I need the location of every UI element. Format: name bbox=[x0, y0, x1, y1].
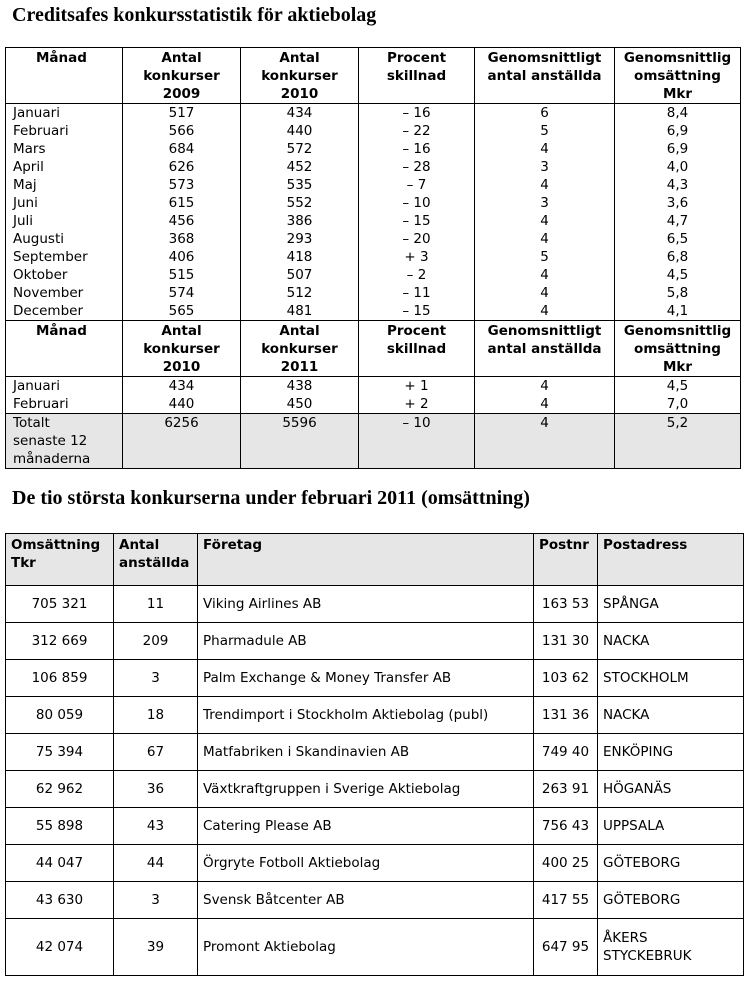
cell-postadress: SPÅNGA bbox=[598, 586, 744, 623]
cell-count-a: 515 bbox=[123, 266, 241, 284]
cell-employees: 39 bbox=[114, 919, 198, 976]
cell-percent: – 7 bbox=[359, 176, 475, 194]
cell-month: December bbox=[6, 302, 123, 321]
cell-count-b: 440 bbox=[241, 122, 359, 140]
cell-count-b: 438 bbox=[241, 377, 359, 396]
cell-total-label: Totalt senaste 12 månaderna bbox=[6, 414, 123, 469]
cell-postadress: ÅKERS STYCKEBRUK bbox=[598, 919, 744, 976]
table-row bbox=[6, 697, 744, 734]
table-row bbox=[6, 230, 741, 248]
cell-revenue: 43 630 bbox=[6, 882, 114, 919]
cell-postnr: 131 36 bbox=[534, 697, 598, 734]
cell-count-a: 456 bbox=[123, 212, 241, 230]
cell-employees: 5 bbox=[475, 248, 615, 266]
cell-revenue: 42 074 bbox=[6, 919, 114, 976]
cell-month: Februari bbox=[6, 122, 123, 140]
table-row bbox=[6, 586, 744, 623]
cell-revenue: 75 394 bbox=[6, 734, 114, 771]
cell-count-a: 6256 bbox=[123, 414, 241, 469]
largest-bankruptcies-table bbox=[5, 533, 744, 976]
header-postnr: Postnr bbox=[534, 534, 598, 586]
cell-postadress: GÖTEBORG bbox=[598, 845, 744, 882]
table-row bbox=[6, 122, 741, 140]
header-count-b: Antal konkurser 2011 bbox=[241, 321, 359, 377]
cell-percent: + 2 bbox=[359, 395, 475, 414]
cell-revenue: 7,0 bbox=[615, 395, 741, 414]
cell-count-a: 517 bbox=[123, 104, 241, 123]
cell-revenue: 3,6 bbox=[615, 194, 741, 212]
cell-count-b: 481 bbox=[241, 302, 359, 321]
cell-month: Maj bbox=[6, 176, 123, 194]
cell-employees: 3 bbox=[114, 660, 198, 697]
cell-postadress: ENKÖPING bbox=[598, 734, 744, 771]
cell-percent: + 1 bbox=[359, 377, 475, 396]
table-row bbox=[6, 194, 741, 212]
header-month: Månad bbox=[6, 321, 123, 377]
cell-revenue: 6,9 bbox=[615, 140, 741, 158]
cell-company: Palm Exchange & Money Transfer AB bbox=[198, 660, 534, 697]
cell-count-b: 512 bbox=[241, 284, 359, 302]
cell-count-a: 565 bbox=[123, 302, 241, 321]
cell-employees: 3 bbox=[114, 882, 198, 919]
cell-month: Februari bbox=[6, 395, 123, 414]
cell-month: Juli bbox=[6, 212, 123, 230]
cell-count-a: 434 bbox=[123, 377, 241, 396]
table-row bbox=[6, 266, 741, 284]
table-header-row bbox=[6, 534, 744, 586]
cell-employees: 3 bbox=[475, 158, 615, 176]
cell-revenue: 4,3 bbox=[615, 176, 741, 194]
cell-count-a: 615 bbox=[123, 194, 241, 212]
cell-employees: 3 bbox=[475, 194, 615, 212]
cell-employees: 6 bbox=[475, 104, 615, 123]
header-month: Månad bbox=[6, 48, 123, 104]
cell-employees: 4 bbox=[475, 302, 615, 321]
cell-percent: + 3 bbox=[359, 248, 475, 266]
cell-revenue: 62 962 bbox=[6, 771, 114, 808]
cell-postadress: STOCKHOLM bbox=[598, 660, 744, 697]
cell-count-b: 452 bbox=[241, 158, 359, 176]
cell-postnr: 400 25 bbox=[534, 845, 598, 882]
cell-revenue: 705 321 bbox=[6, 586, 114, 623]
cell-percent: – 15 bbox=[359, 302, 475, 321]
cell-count-a: 684 bbox=[123, 140, 241, 158]
cell-count-a: 440 bbox=[123, 395, 241, 414]
cell-revenue: 6,5 bbox=[615, 230, 741, 248]
cell-percent: – 11 bbox=[359, 284, 475, 302]
cell-revenue: 4,5 bbox=[615, 377, 741, 396]
cell-revenue: 4,5 bbox=[615, 266, 741, 284]
cell-revenue: 5,8 bbox=[615, 284, 741, 302]
cell-month: November bbox=[6, 284, 123, 302]
cell-percent: – 10 bbox=[359, 414, 475, 469]
cell-revenue: 44 047 bbox=[6, 845, 114, 882]
cell-revenue: 4,0 bbox=[615, 158, 741, 176]
header-revenue: Genomsnittlig omsättning Mkr bbox=[615, 48, 741, 104]
table-row bbox=[6, 808, 744, 845]
page-title: Creditsafes konkursstatistik för aktiebolag bbox=[12, 4, 377, 26]
header-postadress: Postadress bbox=[598, 534, 744, 586]
cell-employees: 67 bbox=[114, 734, 198, 771]
cell-postnr: 647 95 bbox=[534, 919, 598, 976]
cell-postnr: 131 30 bbox=[534, 623, 598, 660]
cell-employees: 209 bbox=[114, 623, 198, 660]
cell-count-a: 573 bbox=[123, 176, 241, 194]
cell-month: Mars bbox=[6, 140, 123, 158]
cell-count-a: 566 bbox=[123, 122, 241, 140]
header-company: Företag bbox=[198, 534, 534, 586]
cell-company: Växtkraftgruppen i Sverige Aktiebolag bbox=[198, 771, 534, 808]
table-row bbox=[6, 395, 741, 414]
cell-count-a: 406 bbox=[123, 248, 241, 266]
cell-percent: – 20 bbox=[359, 230, 475, 248]
cell-postnr: 103 62 bbox=[534, 660, 598, 697]
cell-postnr: 163 53 bbox=[534, 586, 598, 623]
cell-revenue: 4,7 bbox=[615, 212, 741, 230]
cell-count-b: 450 bbox=[241, 395, 359, 414]
table-row bbox=[6, 212, 741, 230]
cell-postnr: 263 91 bbox=[534, 771, 598, 808]
cell-month: Januari bbox=[6, 104, 123, 123]
table-row bbox=[6, 176, 741, 194]
cell-employees: 44 bbox=[114, 845, 198, 882]
cell-employees: 43 bbox=[114, 808, 198, 845]
cell-percent: – 2 bbox=[359, 266, 475, 284]
total-row bbox=[6, 414, 741, 469]
cell-employees: 4 bbox=[475, 176, 615, 194]
cell-employees: 5 bbox=[475, 122, 615, 140]
header-revenue: Omsättning Tkr bbox=[6, 534, 114, 586]
cell-company: Trendimport i Stockholm Aktiebolag (publ) bbox=[198, 697, 534, 734]
cell-postadress: GÖTEBORG bbox=[598, 882, 744, 919]
table-row bbox=[6, 771, 744, 808]
cell-postadress: NACKA bbox=[598, 697, 744, 734]
cell-percent: – 22 bbox=[359, 122, 475, 140]
cell-month: Januari bbox=[6, 377, 123, 396]
cell-count-a: 574 bbox=[123, 284, 241, 302]
cell-revenue: 8,4 bbox=[615, 104, 741, 123]
header-percent: Procent skillnad bbox=[359, 48, 475, 104]
cell-percent: – 28 bbox=[359, 158, 475, 176]
cell-company: Catering Please AB bbox=[198, 808, 534, 845]
cell-percent: – 15 bbox=[359, 212, 475, 230]
cell-revenue: 6,9 bbox=[615, 122, 741, 140]
cell-employees: 36 bbox=[114, 771, 198, 808]
cell-count-b: 5596 bbox=[241, 414, 359, 469]
cell-count-a: 626 bbox=[123, 158, 241, 176]
cell-employees: 4 bbox=[475, 284, 615, 302]
table-row bbox=[6, 377, 741, 396]
cell-count-b: 535 bbox=[241, 176, 359, 194]
cell-company: Promont Aktiebolag bbox=[198, 919, 534, 976]
table-row bbox=[6, 104, 741, 123]
cell-postadress: NACKA bbox=[598, 623, 744, 660]
cell-count-b: 552 bbox=[241, 194, 359, 212]
cell-employees: 4 bbox=[475, 140, 615, 158]
cell-revenue: 4,1 bbox=[615, 302, 741, 321]
cell-count-a: 368 bbox=[123, 230, 241, 248]
cell-employees: 4 bbox=[475, 212, 615, 230]
cell-percent: – 10 bbox=[359, 194, 475, 212]
table-header-row bbox=[6, 321, 741, 377]
header-revenue: Genomsnittlig omsättning Mkr bbox=[615, 321, 741, 377]
cell-employees: 4 bbox=[475, 395, 615, 414]
cell-month: September bbox=[6, 248, 123, 266]
table-row bbox=[6, 919, 744, 976]
table-row bbox=[6, 248, 741, 266]
cell-percent: – 16 bbox=[359, 104, 475, 123]
cell-employees: 4 bbox=[475, 230, 615, 248]
cell-revenue: 312 669 bbox=[6, 623, 114, 660]
cell-company: Örgryte Fotboll Aktiebolag bbox=[198, 845, 534, 882]
table-row bbox=[6, 882, 744, 919]
cell-company: Pharmadule AB bbox=[198, 623, 534, 660]
table-row bbox=[6, 623, 744, 660]
cell-employees: 4 bbox=[475, 377, 615, 396]
cell-postadress: HÖGANÄS bbox=[598, 771, 744, 808]
header-employees: Genomsnittligt antal anställda bbox=[475, 321, 615, 377]
header-employees: Genomsnittligt antal anställda bbox=[475, 48, 615, 104]
table-row bbox=[6, 302, 741, 321]
cell-company: Viking Airlines AB bbox=[198, 586, 534, 623]
cell-company: Matfabriken i Skandinavien AB bbox=[198, 734, 534, 771]
header-percent: Procent skillnad bbox=[359, 321, 475, 377]
table-header-row bbox=[6, 48, 741, 104]
cell-count-b: 386 bbox=[241, 212, 359, 230]
cell-percent: – 16 bbox=[359, 140, 475, 158]
cell-revenue: 6,8 bbox=[615, 248, 741, 266]
cell-employees: 4 bbox=[475, 414, 615, 469]
table-row bbox=[6, 660, 744, 697]
cell-employees: 11 bbox=[114, 586, 198, 623]
cell-postnr: 417 55 bbox=[534, 882, 598, 919]
header-employees: Antal anställda bbox=[114, 534, 198, 586]
cell-postadress: UPPSALA bbox=[598, 808, 744, 845]
cell-month: Oktober bbox=[6, 266, 123, 284]
section-title: De tio största konkurserna under februari 2011 (omsättning) bbox=[12, 487, 530, 509]
table-row bbox=[6, 845, 744, 882]
cell-revenue: 80 059 bbox=[6, 697, 114, 734]
cell-postnr: 749 40 bbox=[534, 734, 598, 771]
cell-count-b: 507 bbox=[241, 266, 359, 284]
table-row bbox=[6, 140, 741, 158]
cell-count-b: 434 bbox=[241, 104, 359, 123]
header-count-b: Antal konkurser 2010 bbox=[241, 48, 359, 104]
table-row bbox=[6, 734, 744, 771]
table-row bbox=[6, 284, 741, 302]
header-count-a: Antal konkurser 2010 bbox=[123, 321, 241, 377]
cell-company: Svensk Båtcenter AB bbox=[198, 882, 534, 919]
cell-month: Augusti bbox=[6, 230, 123, 248]
bankruptcy-statistics-table bbox=[5, 47, 741, 469]
cell-month: Juni bbox=[6, 194, 123, 212]
cell-revenue: 106 859 bbox=[6, 660, 114, 697]
cell-postnr: 756 43 bbox=[534, 808, 598, 845]
cell-count-b: 572 bbox=[241, 140, 359, 158]
cell-month: April bbox=[6, 158, 123, 176]
cell-count-b: 418 bbox=[241, 248, 359, 266]
cell-count-b: 293 bbox=[241, 230, 359, 248]
header-count-a: Antal konkurser 2009 bbox=[123, 48, 241, 104]
cell-employees: 4 bbox=[475, 266, 615, 284]
cell-employees: 18 bbox=[114, 697, 198, 734]
table-row bbox=[6, 158, 741, 176]
cell-revenue: 5,2 bbox=[615, 414, 741, 469]
cell-revenue: 55 898 bbox=[6, 808, 114, 845]
